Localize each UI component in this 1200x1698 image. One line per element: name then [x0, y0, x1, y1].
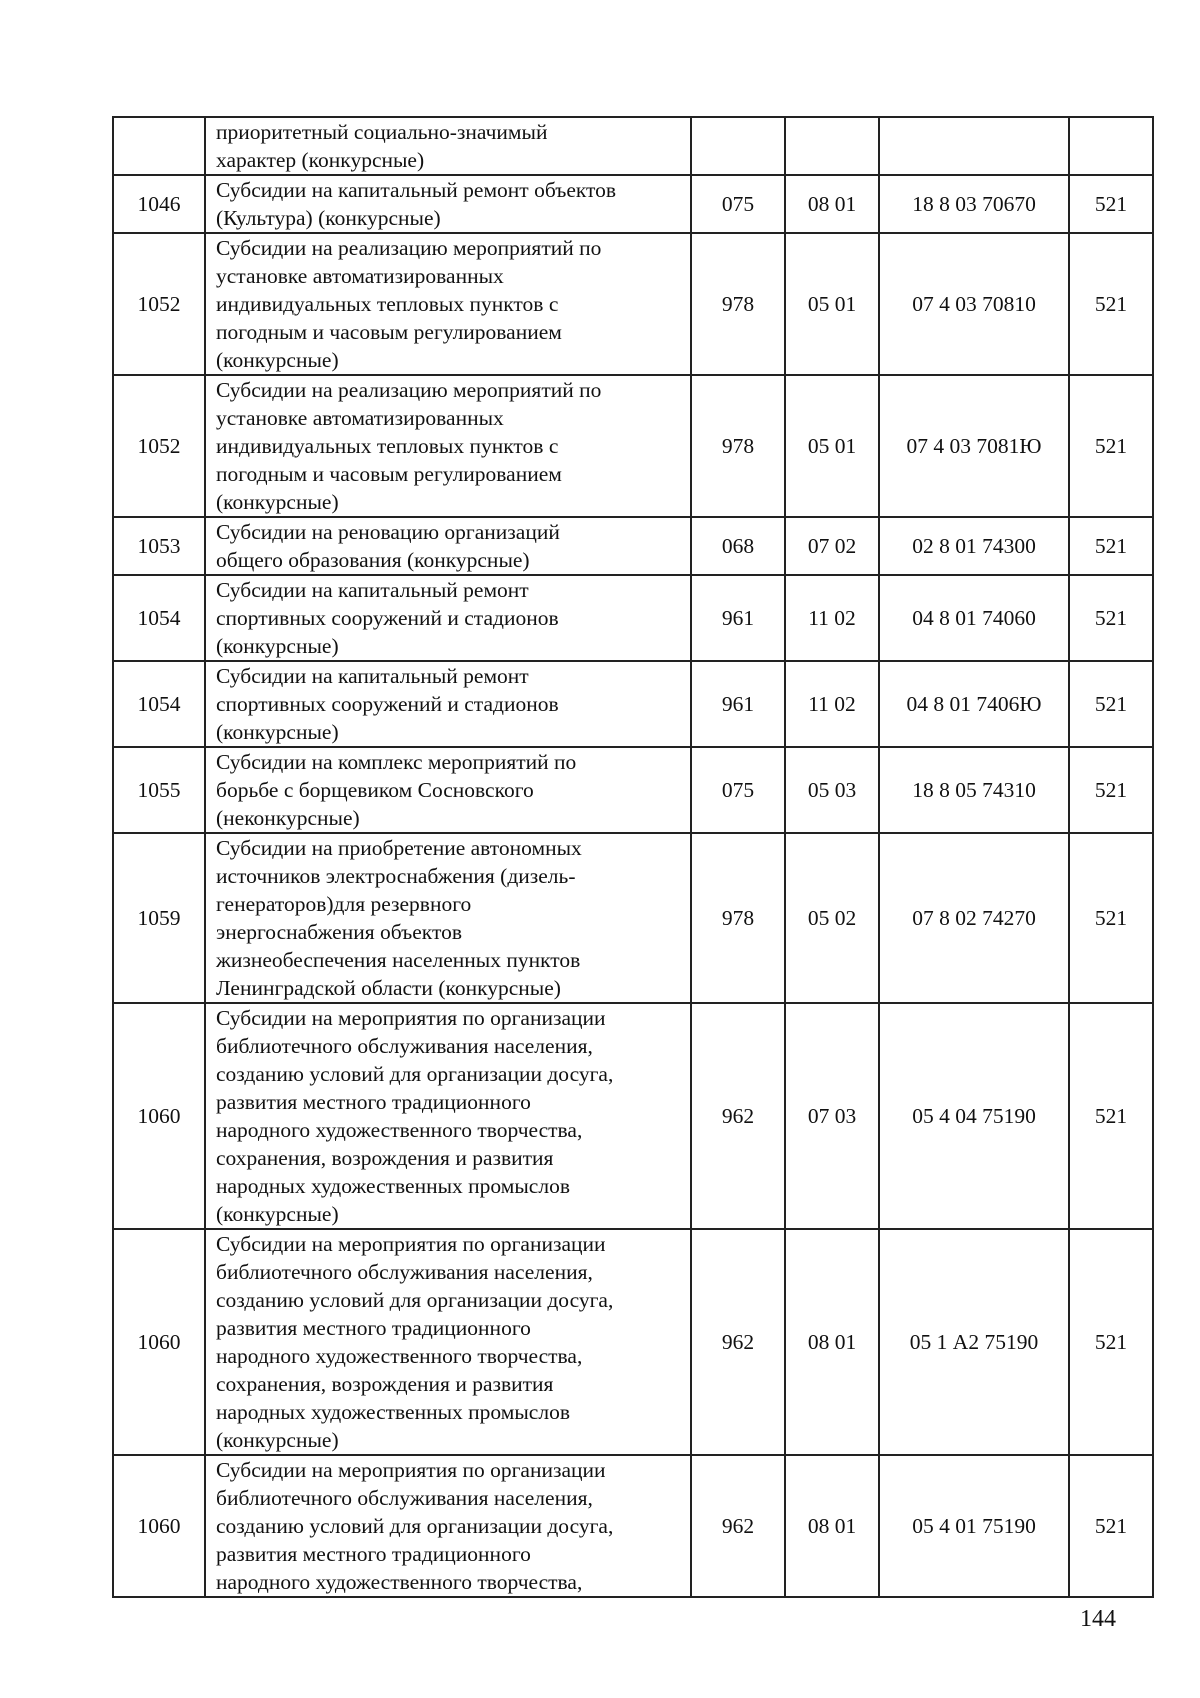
row-number-cell: 1052 — [113, 375, 205, 517]
row-number-cell: 1052 — [113, 233, 205, 375]
code-cell: 075 — [691, 175, 785, 233]
description-cell: Субсидии на капитальный ремонт спортивных сооружений и стадионов (конкурсные) — [205, 575, 691, 661]
expense-type-cell: 521 — [1069, 1003, 1153, 1229]
code-cell: 962 — [691, 1229, 785, 1455]
code-cell: 978 — [691, 375, 785, 517]
target-article-cell: 05 4 04 75190 — [879, 1003, 1069, 1229]
target-article-cell: 18 8 05 74310 — [879, 747, 1069, 833]
code-cell: 962 — [691, 1455, 785, 1597]
expense-type-cell: 521 — [1069, 575, 1153, 661]
target-article-cell: 02 8 01 74300 — [879, 517, 1069, 575]
target-article-cell: 05 1 А2 75190 — [879, 1229, 1069, 1455]
table-row — [113, 175, 1153, 233]
description-cell: Субсидии на мероприятия по организации библиотечного обслуживания населения, созданию условий для организации досуга, развития местного традиционного народного художественного творчества, — [205, 1455, 691, 1597]
section-cell: 05 02 — [785, 833, 879, 1003]
target-article-cell — [879, 117, 1069, 175]
section-cell: 07 03 — [785, 1003, 879, 1229]
expense-type-cell: 521 — [1069, 1455, 1153, 1597]
target-article-cell: 07 4 03 70810 — [879, 233, 1069, 375]
row-number-cell: 1046 — [113, 175, 205, 233]
description-cell: Субсидии на приобретение автономных источников электроснабжения (дизель- генераторов)для резервного энергоснабжения объектов жизнеобеспечения населенных пунктов Ленинградской области (конкурсные) — [205, 833, 691, 1003]
section-cell: 05 01 — [785, 233, 879, 375]
row-number-cell: 1054 — [113, 575, 205, 661]
expense-type-cell: 521 — [1069, 1229, 1153, 1455]
row-number-cell: 1053 — [113, 517, 205, 575]
section-cell: 08 01 — [785, 175, 879, 233]
expense-type-cell: 521 — [1069, 833, 1153, 1003]
row-number-cell: 1060 — [113, 1229, 205, 1455]
budget-table — [112, 116, 1154, 1598]
table-row — [113, 1455, 1153, 1597]
description-cell: Субсидии на реализацию мероприятий по установке автоматизированных индивидуальных тепловых пунктов с погодным и часовым регулированием (конкурсные) — [205, 233, 691, 375]
row-number-cell: 1060 — [113, 1455, 205, 1597]
table-row — [113, 375, 1153, 517]
table-row — [113, 117, 1153, 175]
description-cell: Субсидии на капитальный ремонт объектов (Культура) (конкурсные) — [205, 175, 691, 233]
section-cell: 11 02 — [785, 661, 879, 747]
row-number-cell: 1054 — [113, 661, 205, 747]
section-cell: 05 03 — [785, 747, 879, 833]
code-cell: 961 — [691, 575, 785, 661]
target-article-cell: 18 8 03 70670 — [879, 175, 1069, 233]
description-cell: Субсидии на реновацию организаций общего образования (конкурсные) — [205, 517, 691, 575]
description-cell: Субсидии на мероприятия по организации библиотечного обслуживания населения, созданию условий для организации досуга, развития местного традиционного народного художественного творчества, сохранения, возрождения и развития народных художественных промыслов (конкурсные) — [205, 1229, 691, 1455]
description-cell: приоритетный социально-значимый характер (конкурсные) — [205, 117, 691, 175]
expense-type-cell: 521 — [1069, 175, 1153, 233]
page-number: 144 — [1080, 1606, 1116, 1632]
section-cell: 11 02 — [785, 575, 879, 661]
code-cell — [691, 117, 785, 175]
table-row — [113, 747, 1153, 833]
section-cell: 05 01 — [785, 375, 879, 517]
expense-type-cell: 521 — [1069, 661, 1153, 747]
code-cell: 978 — [691, 833, 785, 1003]
expense-type-cell — [1069, 117, 1153, 175]
code-cell: 068 — [691, 517, 785, 575]
code-cell: 962 — [691, 1003, 785, 1229]
target-article-cell: 04 8 01 74060 — [879, 575, 1069, 661]
target-article-cell: 07 8 02 74270 — [879, 833, 1069, 1003]
table-row — [113, 575, 1153, 661]
target-article-cell: 04 8 01 7406Ю — [879, 661, 1069, 747]
section-cell: 08 01 — [785, 1229, 879, 1455]
table-row — [113, 517, 1153, 575]
table-row — [113, 833, 1153, 1003]
code-cell: 961 — [691, 661, 785, 747]
target-article-cell: 07 4 03 7081Ю — [879, 375, 1069, 517]
table-row — [113, 661, 1153, 747]
expense-type-cell: 521 — [1069, 517, 1153, 575]
description-cell: Субсидии на комплекс мероприятий по борьбе с борщевиком Сосновского (неконкурсные) — [205, 747, 691, 833]
code-cell: 075 — [691, 747, 785, 833]
table-row — [113, 1229, 1153, 1455]
code-cell: 978 — [691, 233, 785, 375]
description-cell: Субсидии на реализацию мероприятий по установке автоматизированных индивидуальных тепловых пунктов с погодным и часовым регулированием (конкурсные) — [205, 375, 691, 517]
row-number-cell: 1055 — [113, 747, 205, 833]
description-cell: Субсидии на мероприятия по организации библиотечного обслуживания населения, созданию условий для организации досуга, развития местного традиционного народного художественного творчества, сохранения, возрождения и развития народных художественных промыслов (конкурсные) — [205, 1003, 691, 1229]
table-row — [113, 233, 1153, 375]
section-cell — [785, 117, 879, 175]
description-cell: Субсидии на капитальный ремонт спортивных сооружений и стадионов (конкурсные) — [205, 661, 691, 747]
expense-type-cell: 521 — [1069, 233, 1153, 375]
table-row — [113, 1003, 1153, 1229]
row-number-cell: 1059 — [113, 833, 205, 1003]
target-article-cell: 05 4 01 75190 — [879, 1455, 1069, 1597]
section-cell: 08 01 — [785, 1455, 879, 1597]
section-cell: 07 02 — [785, 517, 879, 575]
expense-type-cell: 521 — [1069, 747, 1153, 833]
expense-type-cell: 521 — [1069, 375, 1153, 517]
row-number-cell — [113, 117, 205, 175]
row-number-cell: 1060 — [113, 1003, 205, 1229]
